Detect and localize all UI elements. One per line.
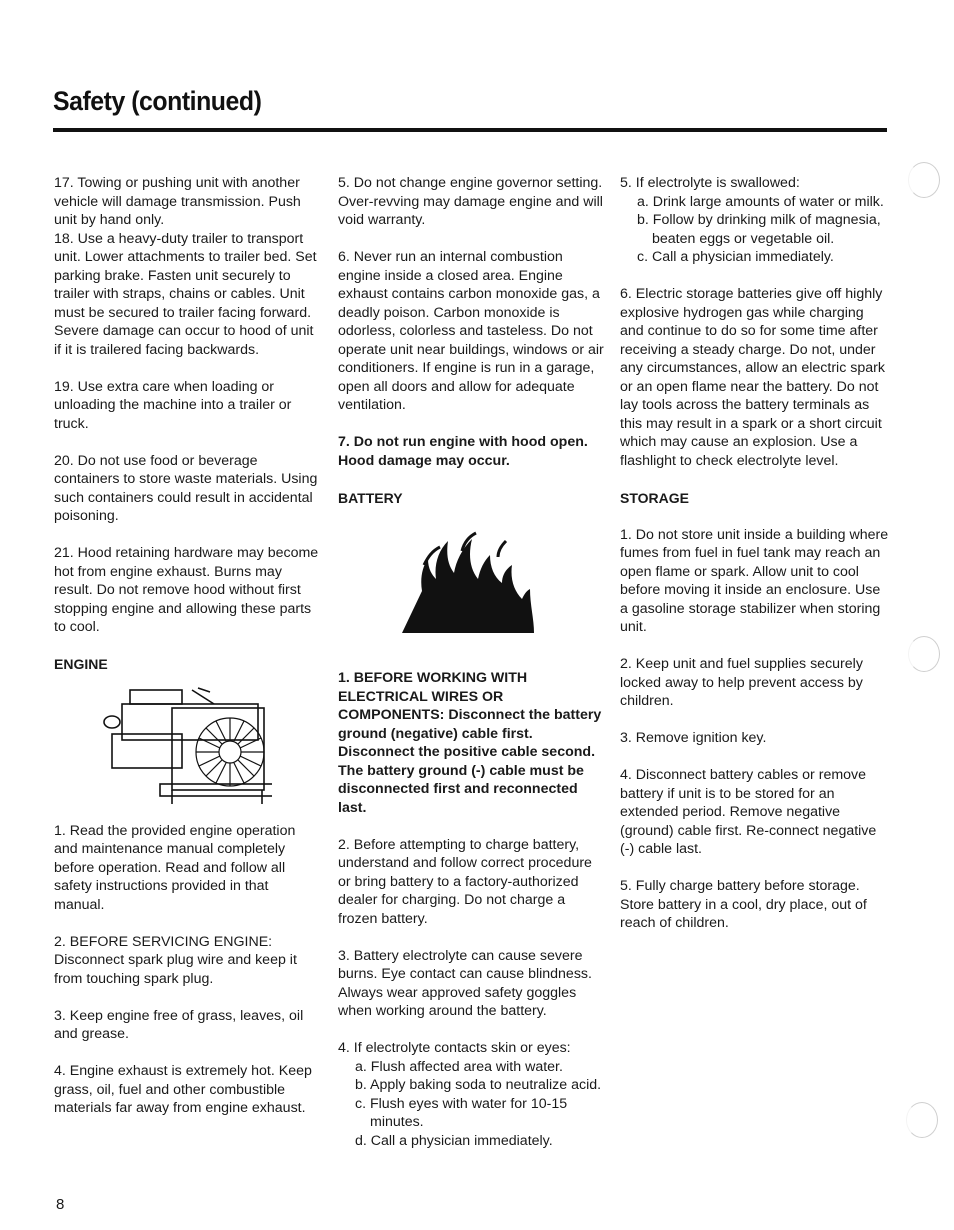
page-number: 8 xyxy=(56,1196,65,1213)
battery-item-1: 1. BEFORE WORKING WITH ELECTRICAL WIRES OR COMPONENTS: Disconnect the battery ground (negative) cable first. Disconnect the positive cable second. The battery ground (-) cable must be disconnected first and reconnected last. xyxy=(338,670,602,816)
safety-item-21: 21. Hood retaining hardware may become hot from engine exhaust. Burns may result. Do not remove hood without first stopping engine and allowing these parts to cool. xyxy=(54,545,319,635)
safety-item-19: 19. Use extra care when loading or unloading the machine into a trailer or truck. xyxy=(54,378,292,432)
column-1 xyxy=(54,174,322,1118)
battery-item-4d: d. Call a physician immediately. xyxy=(355,1132,553,1149)
engine-item-1: 1. Read the provided engine operation and maintenance manual completely before operation. Read and follow all safety instructions provided in that manual. xyxy=(54,822,296,913)
storage-item-5: 5. Fully charge battery before storage. Store battery in a cool, dry place, out of reach of children. xyxy=(620,878,867,931)
battery-heading: BATTERY xyxy=(338,489,403,506)
storage-item-4: 4. Disconnect battery cables or remove battery if unit is to be stored for an extended period. Remove negative (ground) cable first. Re-connect negative (-) cable last. xyxy=(620,767,877,857)
battery-item-5b: b. Follow by drinking milk of magnesia, xyxy=(637,212,881,228)
binder-hole-middle xyxy=(908,636,940,672)
storage-item-1: 1. Do not store unit inside a building where fumes from fuel in fuel tank may reach an open flame or spark. Allow unit to cool before moving it inside an enclosure. Use a gasoline storage stabilizer when storing unit. xyxy=(620,526,889,635)
engine-item-7: 7. Do not run engine with hood open. Hood damage may occur. xyxy=(338,434,588,469)
battery-item-4c: c. Flush eyes with water for 10-15 xyxy=(355,1095,568,1112)
engine-item-2: 2. BEFORE SERVICING ENGINE: Disconnect spark plug wire and keep it from touching spark plug. xyxy=(54,933,297,987)
battery-item-5: 5. If electrolyte is swallowed: xyxy=(620,175,800,191)
battery-item-6: 6. Electric storage batteries give off highly explosive hydrogen gas while charging and continue to do so for some time after receiving a steady charge. Do not, under any circumstances, allow an electric spark or an open flame near the battery. Do not lay tools across the battery terminals as this may result in a spark or a short circuit which may cause an explosion. Use a flashlight to check electrolyte level. xyxy=(620,286,885,469)
engine-illustration xyxy=(102,678,272,810)
battery-item-5c: c. Call a physician immediately. xyxy=(637,249,834,265)
storage-heading: STORAGE xyxy=(620,489,689,506)
engine-item-5: 5. Do not change engine governor setting. Over-revving may damage engine and will void warranty. xyxy=(338,175,603,228)
battery-item-4a: a. Flush affected area with water. xyxy=(355,1058,563,1075)
storage-item-3: 3. Remove ignition key. xyxy=(620,730,767,746)
battery-item-2: 2. Before attempting to charge battery, understand and follow correct procedure or bring battery to a factory-authorized dealer for charging. Do not charge a frozen battery. xyxy=(338,836,592,927)
column-2 xyxy=(338,174,606,1150)
engine-item-4: 4. Engine exhaust is extremely hot. Keep grass, oil, fuel and other combustible materials far away from engine exhaust. xyxy=(54,1063,312,1116)
binder-hole-bottom xyxy=(906,1102,938,1138)
engine-item-3: 3. Keep engine free of grass, leaves, oil and grease. xyxy=(54,1007,304,1042)
fire-icon xyxy=(398,521,538,633)
battery-item-5b-cont: beaten eggs or vegetable oil. xyxy=(652,230,835,247)
storage-item-2: 2. Keep unit and fuel supplies securely locked away to help prevent access by children. xyxy=(620,656,863,709)
battery-item-5a: a. Drink large amounts of water or milk. xyxy=(637,193,884,210)
safety-item-20: 20. Do not use food or beverage containers to store waste materials. Using such containers could result in accidental poisoning. xyxy=(54,452,318,524)
column-3 xyxy=(620,174,890,951)
safety-item-17: 17. Towing or pushing unit with another vehicle will damage transmission. Push unit by hand only. xyxy=(54,175,301,228)
engine-item-6: 6. Never run an internal combustion engine inside a closed area. Engine exhaust contains carbon monoxide gas, a deadly poison. Carbon monoxide is odorless, colorless and tasteless. Do not operate unit near buildings, windows or air conditioners. If engine is run in a garage, open all doors and allow for adequate ventilation. xyxy=(338,249,604,413)
title-rule xyxy=(53,128,887,132)
battery-item-3: 3. Battery electrolyte can cause severe burns. Eye contact can cause blindness. Always wear approved safety goggles when working around the battery. xyxy=(338,947,592,1019)
battery-item-4b: b. Apply baking soda to neutralize acid. xyxy=(355,1077,602,1093)
safety-item-18: 18. Use a heavy-duty trailer to transport unit. Lower attachments to trailer bed. Set parking brake. Fasten unit securely to trailer with straps, chains or cables. Unit must be secured to trailer facing forward. Severe damage can occur to hood of unit if it is trailered facing backwards. xyxy=(54,230,317,358)
binder-hole-top xyxy=(908,162,940,198)
battery-item-4: 4. If electrolyte contacts skin or eyes: xyxy=(338,1040,571,1056)
engine-heading: ENGINE xyxy=(54,656,108,672)
battery-item-4c-cont: minutes. xyxy=(370,1114,424,1130)
page-title: Safety (continued) xyxy=(53,86,262,116)
